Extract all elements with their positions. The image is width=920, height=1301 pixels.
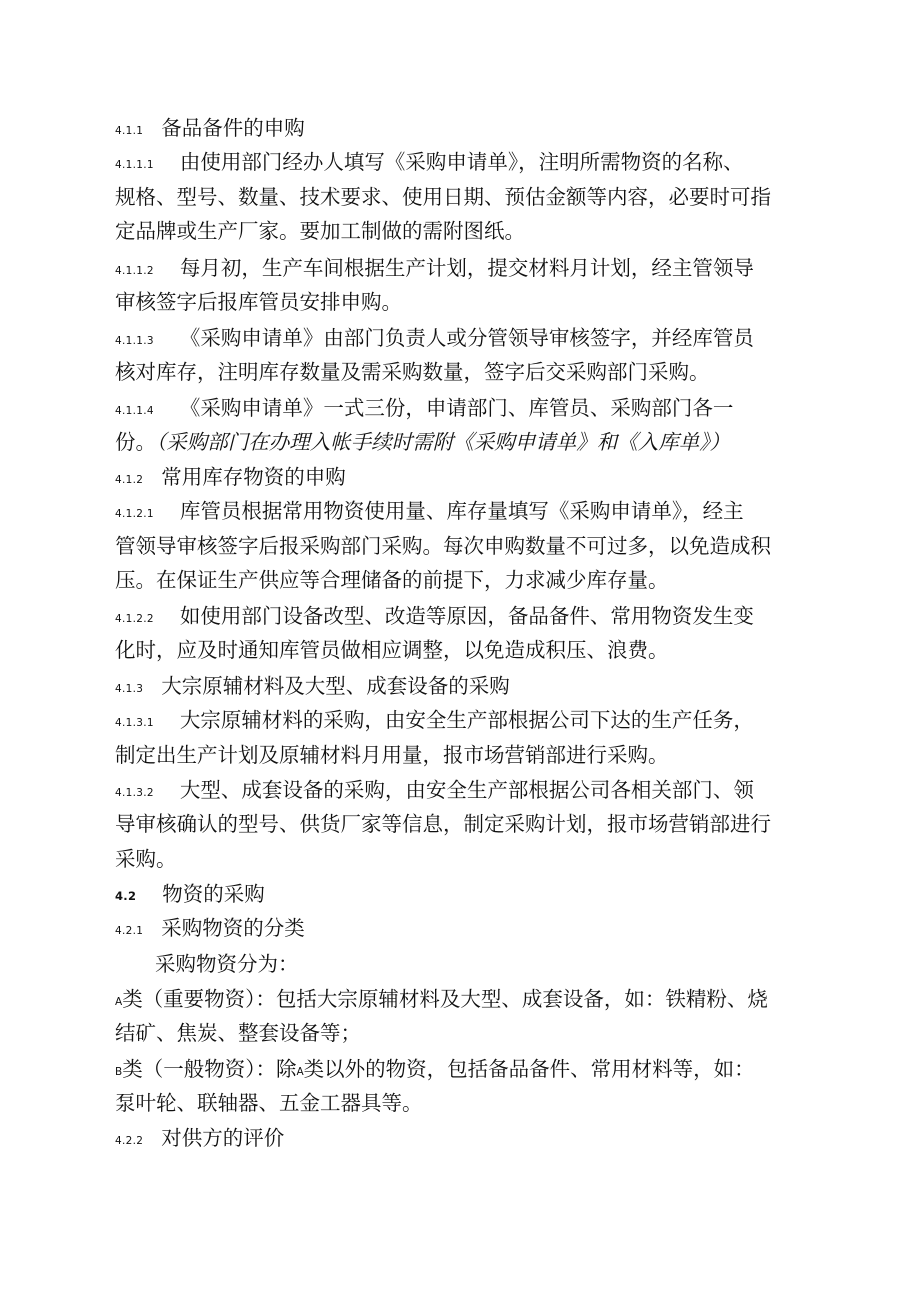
para-line: 导审核确认的型号、供货厂家等信息，制定采购计划，报市场营销部进行: [115, 812, 771, 836]
heading-4-2-1: 4.2.1 采购物资的分类: [115, 916, 305, 940]
para-4-1-1-2: 4.1.1.2 每月初，生产车间根据生产计划，提交材料月计划，经主管领导: [115, 256, 754, 280]
para-4-1-3-1: 4.1.3.1 大宗原辅材料的采购，由安全生产部根据公司下达的生产任务，: [115, 708, 754, 732]
class-b-item: B类（一般物资）：除A类以外的物资，包括备品备件、常用材料等，如：: [115, 1057, 755, 1081]
para-line: 核对库存，注明库存数量及需采购数量，签字后交采购部门采购。: [115, 360, 710, 384]
intro-line: 采购物资分为：: [155, 952, 299, 976]
para-line: 结矿、焦炭、整套设备等；: [115, 1021, 361, 1045]
para-line: 制定出生产计划及原辅材料月用量，报市场营销部进行采购。: [115, 743, 669, 767]
para-4-1-2-1: 4.1.2.1 库管员根据常用物资使用量、库存量填写《采购申请单》，经主: [115, 499, 744, 523]
para-line: 压。在保证生产供应等合理储备的前提下，力求减少库存量。: [115, 568, 669, 592]
para-line: 份。（采购部门在办理入帐手续时需附《采购申请单》和《入库单》）: [115, 430, 730, 454]
heading-4-1-3: 4.1.3 大宗原辅材料及大型、成套设备的采购: [115, 674, 510, 698]
para-line: 定品牌或生产厂家。要加工制做的需附图纸。: [115, 219, 525, 243]
italic-note: （采购部门在办理入帐手续时需附《采购申请单》和《入库单》）: [156, 430, 730, 454]
para-line: 泵叶轮、联轴器、五金工器具等。: [115, 1091, 423, 1115]
para-line: 规格、型号、数量、技术要求、使用日期、预估金额等内容，必要时可指: [115, 185, 771, 209]
para-line: 采购。: [115, 847, 177, 871]
para-4-1-2-2: 4.1.2.2 如使用部门设备改型、改造等原因，备品备件、常用物资发生变: [115, 604, 754, 628]
para-line: 审核签字后报库管员安排申购。: [115, 290, 402, 314]
para-line: 管领导审核签字后报采购部门采购。每次申购数量不可过多，以免造成积: [115, 534, 771, 558]
para-4-1-1-1: 4.1.1.1 由使用部门经办人填写《采购申请单》，注明所需物资的名称、: [115, 150, 744, 174]
para-4-1-1-4: 4.1.1.4 《采购申请单》一式三份，申请部门、库管员、采购部门各一: [115, 396, 734, 420]
heading-4-2-2: 4.2.2 对供方的评价: [115, 1126, 285, 1150]
para-4-1-3-2: 4.1.3.2 大型、成套设备的采购，由安全生产部根据公司各相关部门、领: [115, 778, 754, 802]
heading-4-2: 4.2 物资的采购: [115, 882, 265, 906]
para-line: 化时，应及时通知库管员做相应调整，以免造成积压、浪费。: [115, 638, 669, 662]
heading-4-1-1: 4.1.1 备品备件的申购: [115, 116, 305, 140]
heading-4-1-2: 4.1.2 常用库存物资的申购: [115, 465, 346, 489]
para-4-1-1-3: 4.1.1.3 《采购申请单》由部门负责人或分管领导审核签字，并经库管员: [115, 326, 754, 350]
class-a-item: A类（重要物资）：包括大宗原辅材料及大型、成套设备，如：铁精粉、烧: [115, 987, 768, 1011]
